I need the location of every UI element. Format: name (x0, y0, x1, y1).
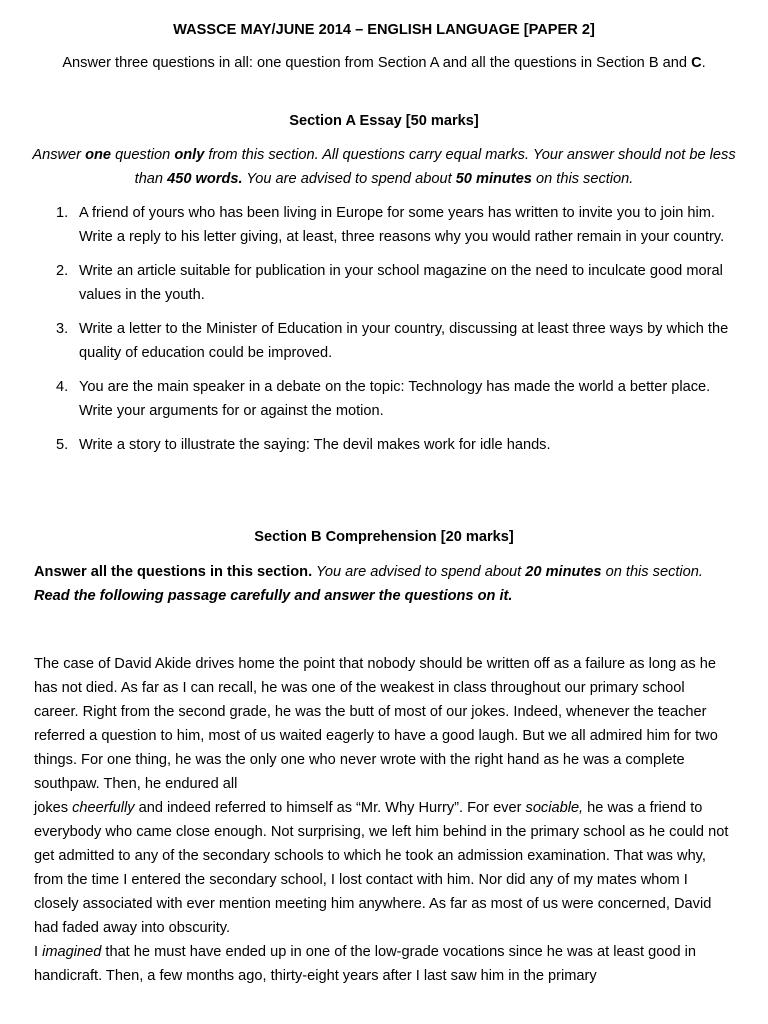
list-item (0, 375, 729, 423)
section-a-instructions (30, 143, 738, 191)
question-number: 2. (56, 263, 69, 279)
instr-text: question (111, 147, 175, 163)
general-instructions (40, 51, 728, 75)
instruction-text: Answer three questions in all: one question from Section A and all the questions in Section B and (62, 55, 692, 71)
question-number: 1. (56, 205, 69, 221)
instr-text: You are advised to spend about (242, 171, 456, 187)
section-b-heading: Section B Comprehension [20 marks] (254, 529, 514, 545)
section-b-instructions (34, 560, 734, 608)
question-text: Write an article suitable for publication in your school magazine on the need to inculcate good moral values in the youth. (79, 263, 723, 303)
instr-bold: 450 words. (167, 171, 243, 187)
question-text: You are the main speaker in a debate on the topic: Technology has made the world a better place. Write your arguments for or against the motion. (79, 379, 711, 419)
question-text: Write a story to illustrate the saying: The devil makes work for idle hands. (79, 437, 551, 453)
instr-bold-italic: Read the following passage carefully and answer the questions on it. (34, 588, 513, 604)
list-item (0, 259, 729, 307)
section-a-heading: Section A Essay [50 marks] (289, 113, 479, 129)
page-title: WASSCE MAY/JUNE 2014 – ENGLISH LANGUAGE [PAPER 2] (173, 22, 595, 38)
passage-italic: imagined (42, 944, 102, 960)
instr-bold: one (85, 147, 112, 163)
passage-text: The case of David Akide drives home the point that nobody should be written off as a failure as long as he has not died. As far as I can recall, he was one of the weakest in class throughout our primary school career. Right from the second grade, he was the butt of most of our jokes. Indeed, whenever the teacher referred a question to him, most of us waited eagerly to have a good laugh. But we all admired him for two things. For one thing, he was the only one who never wrote with the right hand as he was a complete southpaw. Then, he endured all (34, 656, 718, 792)
instr-italic: on this section. (601, 564, 703, 580)
instruction-end: . (701, 55, 706, 71)
instr-text: Answer (32, 147, 86, 163)
list-item (0, 201, 729, 249)
question-number: 5. (56, 437, 69, 453)
comprehension-passage (34, 652, 730, 988)
instr-text: on this section. (531, 171, 634, 187)
list-item (0, 317, 729, 365)
passage-italic: sociable, (525, 800, 584, 816)
instr-bold: only (174, 147, 205, 163)
essay-question-list (0, 201, 768, 467)
passage-text: I (34, 944, 43, 960)
question-text: Write a letter to the Minister of Education in your country, discussing at least three ways by which the quality of education could be improved. (79, 321, 729, 361)
passage-italic: cheerfully (72, 800, 135, 816)
instr-bold: Answer all the questions in this section. (34, 564, 313, 580)
passage-text: that he must have ended up in one of the low-grade vocations since he was at least good in handicraft. Then, a few months ago, thirty-eight years after I last saw him in the primary (34, 944, 697, 984)
instr-italic: You are advised to spend about (312, 564, 526, 580)
passage-text: jokes (34, 800, 73, 816)
question-text: A friend of yours who has been living in Europe for some years has written to invite you to join him. Write a reply to his letter giving, at least, three reasons why you would rather remain in your country. (79, 205, 725, 245)
list-item (0, 433, 729, 457)
passage-text: and indeed referred to himself as “Mr. Why Hurry”. For ever (134, 800, 526, 816)
instruction-bold: C (691, 55, 702, 71)
question-number: 4. (56, 379, 69, 395)
instr-text: from this section. All questions carry equal marks. Your answer should not be less than (134, 147, 736, 187)
passage-text: he was a friend to everybody who came close enough. Not surprising, we left him behind in the primary school as he could not get admitted to any of the secondary schools to which he took an admission examination. That was why, from the time I entered the secondary school, I lost contact with him. Nor did any of my mates whom I closely associated with ever mention meeting him anywhere. As far as most of us were concerned, David had faded away into obscurity. (34, 800, 729, 936)
question-number: 3. (56, 321, 69, 337)
instr-bold: 50 minutes (455, 171, 532, 187)
instr-bold-italic: 20 minutes (525, 564, 602, 580)
